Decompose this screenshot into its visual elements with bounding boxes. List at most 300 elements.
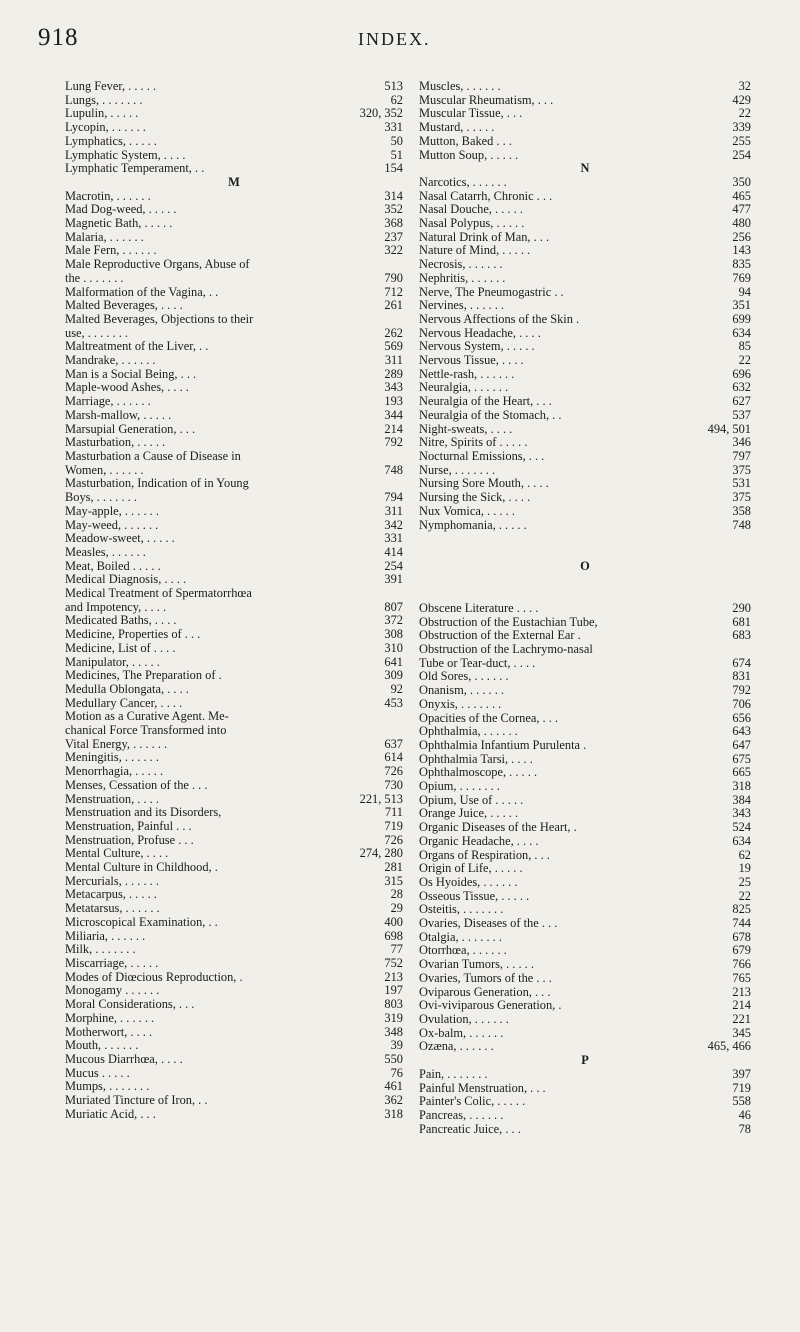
entry-page-ref: 318 (732, 779, 751, 794)
index-entry (419, 423, 751, 437)
index-entry (419, 244, 751, 258)
entry-term: Organic Headache, . . . . (419, 833, 539, 848)
index-entry (65, 135, 403, 149)
entry-term: Nervines, . . . . . . (419, 298, 504, 313)
entry-term: Mad Dog-weed, . . . . . (65, 202, 177, 217)
entry-term: Magnetic Bath, . . . . . (65, 216, 173, 231)
entry-page-ref: 477 (732, 202, 751, 217)
section-spacer (419, 574, 751, 602)
entry-term: Muriated Tincture of Iron, . . (65, 1093, 208, 1108)
entry-term: Painter's Colic, . . . . . (419, 1094, 526, 1109)
entry-page-ref: 193 (384, 394, 403, 409)
index-entry (65, 299, 403, 313)
entry-term: Mandrake, . . . . . . (65, 353, 156, 368)
entry-term: May-apple, . . . . . . (65, 503, 159, 518)
entry-term: Nasal Polypus, . . . . . (419, 216, 525, 231)
entry-page-ref: 453 (384, 695, 403, 710)
index-entry (65, 354, 403, 368)
entry-term: Nymphomania, . . . . . (419, 517, 527, 532)
entry-term: Malted Beverages, Objections to their (65, 311, 254, 326)
entry-page-ref: 261 (384, 298, 403, 313)
index-entry (65, 121, 403, 135)
index-entry (419, 217, 751, 231)
entry-term: Masturbation a Cause of Disease in (65, 448, 241, 463)
entry-page-ref: 730 (384, 777, 403, 792)
entry-term: the . . . . . . . (65, 270, 124, 285)
index-entry (419, 272, 751, 286)
index-entry (419, 1109, 751, 1123)
entry-term: Os Hyoides, . . . . . . (419, 874, 518, 889)
index-entry (419, 299, 751, 313)
index-entry (65, 916, 403, 930)
entry-page-ref: 345 (732, 1025, 751, 1040)
entry-term: Miscarriage, . . . . . (65, 956, 159, 970)
index-entry (65, 477, 403, 491)
entry-term: Menstruation, Painful . . . (65, 818, 192, 833)
entry-term: Ovaries, Diseases of the . . . (419, 916, 558, 931)
entry-term: Ophthalmia Tarsi, . . . . (419, 751, 533, 766)
index-entry (419, 313, 751, 327)
index-entry (65, 395, 403, 409)
index-entry (65, 697, 403, 711)
entry-term: Pain, . . . . . . . (419, 1066, 488, 1081)
entry-page-ref: 679 (732, 943, 751, 958)
entry-term: Lycopin, . . . . . . (65, 120, 146, 135)
entry-page-ref: 94 (738, 284, 751, 299)
index-entry (65, 669, 403, 683)
entry-term: and Impotency, . . . . (65, 599, 167, 614)
entry-term: Nettle-rash, . . . . . . (419, 366, 515, 381)
page-title: INDEX. (358, 29, 431, 49)
entry-term: May-weed, . . . . . . (65, 517, 159, 532)
index-entry (419, 258, 751, 272)
index-entry (65, 738, 403, 752)
index-entry (65, 998, 403, 1012)
entry-term: Nasal Catarrh, Chronic . . . (419, 188, 553, 203)
entry-term: Meningitis, . . . . . . (65, 750, 159, 765)
index-entry (419, 1123, 751, 1137)
index-entry (419, 1040, 751, 1054)
entry-term: Modes of Diœcious Reproduction, . (65, 969, 243, 984)
index-entry (65, 806, 403, 820)
entry-term: Medicines, The Preparation of . (65, 668, 222, 683)
entry-term: Marsh-mallow, . . . . . (65, 407, 172, 422)
entry-page-ref: 494, 501 (707, 421, 751, 436)
page-number: 918 (38, 24, 79, 51)
entry-term: Nitre, Spirits of . . . . . (419, 435, 528, 450)
entry-term: Muscles, . . . . . . (419, 79, 501, 93)
index-entry (419, 780, 751, 794)
index-entry (419, 807, 751, 821)
entry-term: Otalgia, . . . . . . . (419, 929, 502, 944)
index-entry (419, 753, 751, 767)
entry-term: Ophthalmia Infantium Purulenta . (419, 737, 587, 752)
entry-term: Necrosis, . . . . . . (419, 257, 503, 272)
entry-page-ref: 262 (384, 325, 403, 340)
entry-term: Ovaries, Tumors of the . . . (419, 970, 552, 985)
entry-term: Mental Culture in Childhood, . (65, 860, 218, 875)
entry-page-ref: 513 (384, 79, 403, 93)
entry-page-ref: 352 (384, 202, 403, 217)
entry-page-ref: 22 (738, 106, 751, 121)
entry-term: Ovulation, . . . . . . (419, 1012, 509, 1026)
index-entry (65, 656, 403, 670)
index-entry (419, 1082, 751, 1096)
entry-page-ref: 78 (738, 1121, 751, 1136)
entry-term: Menorrhagia, . . . . . (65, 764, 164, 779)
entry-page-ref: 255 (732, 133, 751, 148)
entry-term: Neuralgia of the Heart, . . . (419, 394, 552, 409)
index-entry (419, 821, 751, 835)
entry-page-ref: 358 (732, 503, 751, 518)
entry-page-ref: 656 (732, 710, 751, 725)
entry-term: Menstruation, Profuse . . . (65, 832, 194, 847)
index-entry (419, 657, 751, 671)
index-entry (419, 176, 751, 190)
entry-page-ref: 831 (732, 669, 751, 684)
entry-page-ref: 752 (384, 956, 403, 970)
index-entry (65, 793, 403, 807)
entry-term: Nature of Mind, . . . . . (419, 243, 531, 258)
entry-term: Mustard, . . . . . (419, 120, 495, 135)
entry-term: Nervous Tissue, . . . . (419, 353, 524, 368)
entry-page-ref: 221, 513 (359, 791, 403, 806)
index-entry (419, 231, 751, 245)
index-entry (419, 395, 751, 409)
entry-term: Tube or Tear-duct, . . . . (419, 655, 536, 670)
index-entry (65, 751, 403, 765)
entry-page-ref: 558 (732, 1094, 751, 1109)
entry-page-ref: 322 (384, 243, 403, 258)
entry-term: Nervous Affections of the Skin . (419, 311, 580, 326)
entry-term: Onanism, . . . . . . (419, 683, 505, 698)
index-entry (419, 121, 751, 135)
entry-page-ref: 62 (390, 92, 403, 107)
entry-term: Obstruction of the Eustachian Tube, (419, 614, 598, 629)
left-index-column (65, 80, 403, 1121)
entry-page-ref: 627 (732, 394, 751, 409)
entry-page-ref: 76 (390, 1065, 403, 1080)
entry-page-ref: 22 (738, 353, 751, 368)
entry-page-ref: 614 (384, 750, 403, 765)
entry-term: Medical Diagnosis, . . . . (65, 572, 187, 587)
entry-term: Neuralgia of the Stomach, . . (419, 407, 562, 422)
entry-page-ref: 792 (384, 435, 403, 450)
index-entry (65, 642, 403, 656)
entry-term: Lymphatic System, . . . . (65, 147, 186, 162)
entry-term: Onyxis, . . . . . . . (419, 696, 502, 711)
index-entry (419, 766, 751, 780)
entry-term: Menstruation and its Disorders, (65, 805, 222, 820)
index-entry (65, 423, 403, 437)
entry-term: Menses, Cessation of the . . . (65, 777, 208, 792)
index-entry (65, 450, 403, 464)
entry-page-ref: 698 (384, 928, 403, 943)
entry-term: Oviparous Generation, . . . (419, 984, 551, 999)
entry-term: Measles, . . . . . . (65, 544, 146, 559)
entry-page-ref: 281 (384, 860, 403, 875)
index-entry (65, 560, 403, 574)
index-entry (419, 107, 751, 121)
index-entry (419, 629, 751, 643)
entry-term: Nocturnal Emissions, . . . (419, 448, 545, 463)
entry-page-ref: 637 (384, 736, 403, 751)
index-entry (65, 244, 403, 258)
entry-page-ref: 674 (732, 655, 751, 670)
entry-term: Nephritis, . . . . . . (419, 270, 506, 285)
index-entry (419, 519, 751, 533)
index-entry (65, 930, 403, 944)
entry-page-ref: 769 (732, 270, 751, 285)
entry-page-ref: 665 (732, 765, 751, 780)
entry-page-ref: 319 (384, 1010, 403, 1025)
entry-page-ref: 51 (390, 147, 403, 162)
entry-term: Boys, . . . . . . . (65, 490, 137, 505)
entry-page-ref: 290 (732, 600, 751, 615)
entry-term: Ophthalmia, . . . . . . (419, 724, 518, 739)
index-entry (65, 683, 403, 697)
entry-page-ref: 414 (384, 544, 403, 559)
entry-term: Malted Beverages, . . . . (65, 298, 183, 313)
entry-term: Malformation of the Vagina, . . (65, 284, 219, 299)
index-entry (65, 313, 403, 327)
index-entry (419, 409, 751, 423)
entry-page-ref: 311 (384, 353, 403, 368)
index-entry (419, 698, 751, 712)
entry-page-ref: 400 (384, 914, 403, 929)
index-entry (65, 149, 403, 163)
entry-page-ref: 197 (384, 983, 403, 998)
index-entry (65, 258, 403, 272)
index-entry (65, 217, 403, 231)
entry-page-ref: 726 (384, 832, 403, 847)
entry-page-ref: 46 (738, 1107, 751, 1122)
entry-term: Old Sores, . . . . . . (419, 669, 509, 684)
index-entry (419, 602, 751, 616)
entry-term: Lymphatic Temperament, . . (65, 161, 205, 176)
entry-term: Muscular Rheumatism, . . . (419, 92, 554, 107)
index-entry (419, 135, 751, 149)
entry-page-ref: 531 (732, 476, 751, 491)
entry-term: Neuralgia, . . . . . . (419, 380, 509, 395)
index-entry (65, 381, 403, 395)
entry-page-ref: 711 (384, 805, 403, 820)
index-entry (419, 327, 751, 341)
index-entry (65, 327, 403, 341)
index-entry (65, 1053, 403, 1067)
entry-page-ref: 465, 466 (707, 1039, 751, 1054)
index-entry (65, 409, 403, 423)
index-entry (65, 779, 403, 793)
entry-term: Mucous Diarrhœa, . . . . (65, 1051, 183, 1066)
entry-page-ref: 835 (732, 257, 751, 272)
entry-page-ref: 318 (384, 1106, 403, 1121)
entry-page-ref: 331 (384, 531, 403, 546)
index-entry (419, 477, 751, 491)
entry-term: Medical Treatment of Spermatorrhœa (65, 586, 252, 601)
entry-page-ref: 372 (384, 613, 403, 628)
entry-page-ref: 397 (732, 1066, 751, 1081)
entry-page-ref: 634 (732, 833, 751, 848)
entry-term: Vital Energy, . . . . . . (65, 736, 168, 751)
entry-term: Medulla Oblongata, . . . . (65, 681, 189, 696)
entry-page-ref: 719 (384, 818, 403, 833)
index-entry (65, 971, 403, 985)
entry-term: Medicine, Properties of . . . (65, 627, 201, 642)
entry-page-ref: 315 (384, 873, 403, 888)
entry-term: Osteitis, . . . . . . . (419, 902, 504, 917)
index-entry (65, 888, 403, 902)
entry-page-ref: 429 (732, 92, 751, 107)
entry-page-ref: 748 (732, 517, 751, 532)
entry-term: Pancreas, . . . . . . (419, 1107, 504, 1122)
entry-page-ref: 154 (384, 161, 403, 176)
entry-page-ref: 744 (732, 916, 751, 931)
index-entry (419, 849, 751, 863)
entry-term: Miliaria, . . . . . . (65, 928, 146, 943)
index-entry (419, 876, 751, 890)
entry-term: Maple-wood Ashes, . . . . (65, 380, 189, 395)
index-entry (65, 984, 403, 998)
entry-term: Microscopical Examination, . . (65, 914, 218, 929)
entry-term: Osseous Tissue, . . . . . (419, 888, 530, 903)
entry-page-ref: 641 (384, 654, 403, 669)
index-entry (65, 957, 403, 971)
entry-term: Ox-balm, . . . . . . (419, 1025, 504, 1040)
entry-term: Moral Considerations, . . . (65, 997, 195, 1012)
index-entry (419, 203, 751, 217)
entry-page-ref: 765 (732, 970, 751, 985)
index-entry (419, 381, 751, 395)
entry-term: Pancreatic Juice, . . . (419, 1121, 521, 1136)
index-entry (419, 684, 751, 698)
entry-term: use, . . . . . . . (65, 325, 128, 340)
entry-term: Obstruction of the Lachrymo-nasal (419, 642, 593, 657)
entry-term: Marsupial Generation, . . . (65, 421, 196, 436)
entry-term: Origin of Life, . . . . . (419, 861, 523, 876)
index-entry (65, 1012, 403, 1026)
entry-term: Nux Vomica, . . . . . (419, 503, 515, 518)
entry-term: Nursing the Sick, . . . . (419, 490, 531, 505)
entry-term: Masturbation, Indication of in Young (65, 476, 249, 491)
entry-term: Monogamy . . . . . . (65, 983, 160, 998)
entry-page-ref: 675 (732, 751, 751, 766)
entry-term: Lung Fever, . . . . . (65, 79, 157, 93)
index-entry (419, 450, 751, 464)
index-entry (65, 601, 403, 615)
index-entry (419, 340, 751, 354)
index-entry (65, 505, 403, 519)
index-entry (419, 958, 751, 972)
entry-term: Manipulator, . . . . . (65, 654, 160, 669)
entry-term: Opacities of the Cornea, . . . (419, 710, 559, 725)
entry-page-ref: 309 (384, 668, 403, 683)
entry-page-ref: 254 (384, 558, 403, 573)
entry-page-ref: 790 (384, 270, 403, 285)
index-entry (419, 862, 751, 876)
entry-term: Lymphatics, . . . . . (65, 133, 157, 148)
index-entry (419, 903, 751, 917)
index-entry (65, 628, 403, 642)
entry-page-ref: 480 (732, 216, 751, 231)
entry-term: Painful Menstruation, . . . (419, 1080, 546, 1095)
entry-page-ref: 143 (732, 243, 751, 258)
entry-term: Organic Diseases of the Heart, . (419, 820, 577, 835)
entry-page-ref: 726 (384, 764, 403, 779)
entry-term: Organs of Respiration, . . . (419, 847, 550, 862)
entry-term: Nervous Headache, . . . . (419, 325, 541, 340)
entry-page-ref: 683 (732, 628, 751, 643)
index-entry (419, 1027, 751, 1041)
entry-page-ref: 368 (384, 216, 403, 231)
entry-term: Medicated Baths, . . . . (65, 613, 177, 628)
entry-page-ref: 311 (384, 503, 403, 518)
entry-term: Male Reproductive Organs, Abuse of (65, 257, 250, 272)
entry-page-ref: 32 (738, 79, 751, 93)
entry-term: Motherwort, . . . . (65, 1024, 153, 1039)
entry-page-ref: 794 (384, 490, 403, 505)
index-entry (65, 943, 403, 957)
entry-term: Muscular Tissue, . . . (419, 106, 523, 121)
entry-term: Malaria, . . . . . . (65, 229, 144, 244)
entry-page-ref: 256 (732, 229, 751, 244)
entry-term: Metacarpus, . . . . . (65, 887, 157, 902)
index-entry (419, 491, 751, 505)
entry-term: Marriage, . . . . . . (65, 394, 151, 409)
section-letter: N (580, 161, 590, 176)
entry-page-ref: 647 (732, 737, 751, 752)
entry-page-ref: 339 (732, 120, 751, 135)
index-entry (65, 1080, 403, 1094)
entry-page-ref: 314 (384, 188, 403, 203)
entry-term: Muriatic Acid, . . . (65, 1106, 156, 1121)
index-entry (65, 94, 403, 108)
index-entry (419, 1095, 751, 1109)
index-entry (65, 162, 403, 176)
entry-page-ref: 797 (732, 448, 751, 463)
index-entry (65, 286, 403, 300)
entry-term: Otorrhœa, . . . . . . (419, 943, 507, 958)
entry-page-ref: 792 (732, 683, 751, 698)
index-entry (419, 80, 751, 94)
entry-term: Nerve, The Pneumogastric . . (419, 284, 564, 299)
index-entry (419, 725, 751, 739)
entry-page-ref: 237 (384, 229, 403, 244)
entry-page-ref: 348 (384, 1024, 403, 1039)
index-entry (65, 875, 403, 889)
entry-term: Nurse, . . . . . . . (419, 462, 496, 477)
index-entry (419, 890, 751, 904)
entry-term: Lungs, . . . . . . . (65, 92, 143, 107)
index-entry (65, 532, 403, 546)
entry-term: Medullary Cancer, . . . . (65, 695, 183, 710)
entry-page-ref: 28 (390, 887, 403, 902)
index-entry (419, 505, 751, 519)
entry-page-ref: 39 (390, 1038, 403, 1053)
index-entry (419, 190, 751, 204)
entry-page-ref: 362 (384, 1093, 403, 1108)
section-letter: M (228, 174, 240, 189)
entry-page-ref: 214 (732, 998, 751, 1013)
entry-page-ref: 681 (732, 614, 751, 629)
entry-page-ref: 331 (384, 120, 403, 135)
entry-page-ref: 719 (732, 1080, 751, 1095)
entry-page-ref: 712 (384, 284, 403, 299)
entry-page-ref: 569 (384, 339, 403, 354)
entry-term: Meadow-sweet, . . . . . (65, 531, 175, 546)
index-entry (419, 794, 751, 808)
entry-page-ref: 632 (732, 380, 751, 395)
